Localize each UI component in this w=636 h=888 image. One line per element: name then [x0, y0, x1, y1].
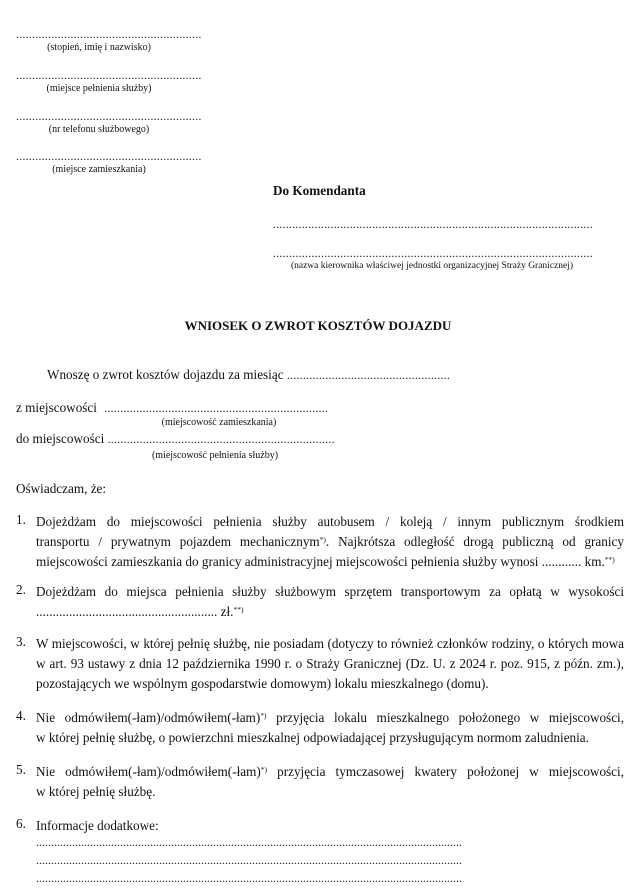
declaration-label: Oświadczam, że:	[16, 481, 107, 496]
item-3-line-1: W miejscowości, w której pełnię służbę, nie posiadam (dotyczy to również członków rodziny, o których mowa	[36, 636, 624, 651]
phone-dots[interactable]: ..........................................................	[16, 109, 202, 123]
item-number: 3.	[16, 634, 26, 649]
footnote-mark: *)	[319, 535, 326, 544]
to-place-caption: (miejscowość pełnienia służby)	[151, 450, 279, 461]
item-text	[36, 816, 624, 836]
additional-info-line-2[interactable]: ..............................................................................................................................................	[36, 853, 462, 867]
item-1-line-2a: transportu / prywatnym pojazdem mechanicznym	[36, 534, 320, 549]
additional-info-line-1[interactable]: ..............................................................................................................................................	[36, 835, 462, 849]
additional-info-label: Informacje dodatkowe:	[36, 818, 159, 833]
item-5-line-2: w której pełnię służbę.	[36, 784, 156, 799]
item-1-line-2b: . Najkrótsza odległość drogą publiczną od granicy	[325, 534, 624, 549]
residence-dots[interactable]: ..........................................................	[16, 149, 202, 163]
addressee-line-2[interactable]: ....................................................................................................	[273, 246, 593, 260]
item-4-line-1b: przyjęcia lokalu mieszkalnego położonego w miejscowości,	[266, 710, 625, 725]
item-4-line-1	[36, 708, 624, 728]
item-1-line-3-text: miejscowości zamieszkania do granicy administracyjnej miejscowości pełnienia służby wynosi ............ km.	[36, 554, 605, 569]
item-2-line-2	[36, 602, 624, 622]
item-number: 4.	[16, 708, 26, 723]
item-text	[36, 582, 624, 622]
rank-name-dots[interactable]: ..........................................................	[16, 27, 202, 41]
item-4-line-1a: Nie odmówiłem(-łam)/odmówiłem(-łam)	[36, 710, 261, 725]
footnote-mark: **)	[604, 555, 615, 564]
addressee-title: Do Komendanta	[273, 183, 366, 198]
from-place-caption: (miejscowość zamieszkania)	[161, 417, 277, 428]
item-text	[36, 762, 624, 802]
item-number: 6.	[16, 816, 26, 831]
from-place-line	[16, 400, 328, 416]
item-5-line-1b: przyjęcia tymczasowej kwatery położonej w miejscowości,	[266, 764, 624, 779]
item-2-line-1: Dojeżdżam do miejsca pełnienia służby służbowym sprzętem transportowym za opłatą w wysokości	[36, 584, 624, 599]
item-number: 2.	[16, 582, 26, 597]
item-5-line-1	[36, 762, 624, 782]
item-3-line-2: w art. 93 ustawy z dnia 12 października 1990 r. o Straży Granicznej (Dz. U. z 2024 r. poz. 915, z późn. zm.),	[36, 656, 624, 671]
month-dots[interactable]: ...................................................	[286, 368, 451, 382]
item-number: 1.	[16, 512, 26, 527]
footnote-mark: *)	[260, 765, 267, 774]
to-place-label: do miejscowości	[16, 431, 105, 446]
from-place-label: z miejscowości	[16, 400, 97, 415]
residence-caption: (miejsce zamieszkania)	[52, 164, 146, 175]
to-place-line	[16, 431, 335, 447]
item-1-line-1: Dojeżdżam do miejscowości pełnienia służby autobusem / koleją / innym publicznym środkiem	[36, 514, 624, 529]
additional-info-line-3[interactable]: ..............................................................................................................................................	[36, 871, 462, 885]
item-text	[36, 634, 624, 694]
service-place-dots[interactable]: ..........................................................	[16, 68, 202, 82]
item-text	[36, 512, 624, 572]
footnote-mark: **)	[233, 605, 244, 614]
request-text: Wnoszę o zwrot kosztów dojazdu za miesiąc	[47, 367, 284, 382]
item-number: 5.	[16, 762, 26, 777]
service-place-caption: (miejsce pełnienia służby)	[46, 83, 152, 94]
addressee-caption: (nazwa kierownika właściwej jednostki organizacyjnej Straży Granicznej)	[290, 261, 574, 271]
addressee-line-1[interactable]: ....................................................................................................	[273, 217, 593, 231]
item-text	[36, 708, 624, 748]
footnote-mark: *)	[260, 711, 267, 720]
phone-caption: (nr telefonu służbowego)	[48, 124, 150, 135]
item-1-line-3	[36, 552, 624, 572]
item-5-line-1a: Nie odmówiłem(-łam)/odmówiłem(-łam)	[36, 764, 261, 779]
item-1-line-2	[36, 532, 624, 552]
item-4-line-2: w której pełnię służbę, o powierzchni mieszkalnej odpowiadającej przysługującym normom zaludnienia.	[36, 730, 589, 745]
to-place-dots[interactable]: .......................................................................	[107, 432, 335, 446]
request-line	[47, 367, 450, 383]
rank-name-caption: (stopień, imię i nazwisko)	[47, 42, 151, 53]
document-title: WNIOSEK O ZWROT KOSZTÓW DOJAZDU	[184, 318, 452, 333]
item-2-amount[interactable]: ....................................................... zł.	[36, 604, 234, 619]
item-3-line-3: pozostających we wspólnym gospodarstwie domowym) lokalu mieszkalnego (domu).	[36, 676, 489, 691]
from-place-dots[interactable]: ......................................................................	[104, 401, 329, 415]
